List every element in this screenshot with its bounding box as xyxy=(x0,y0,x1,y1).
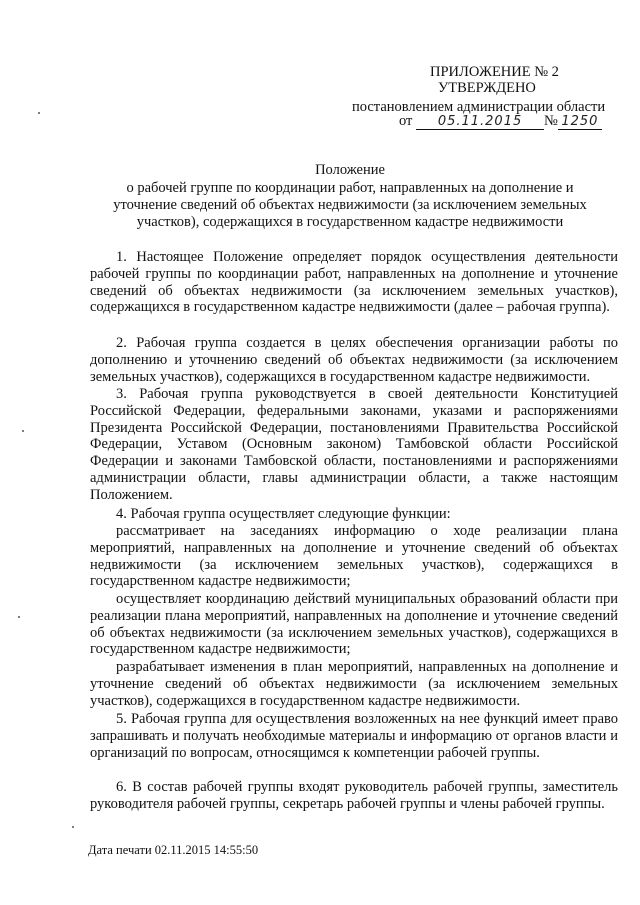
paragraph-6: 6. В состав рабочей группы входят руководитель рабочей группы, заместитель руководителя рабочей группы, секретарь рабочей группы и члены рабочей группы. xyxy=(90,779,618,812)
scan-speck xyxy=(38,112,40,114)
paragraph-2: 2. Рабочая группа создается в целях обеспечения организации работы по дополнению и уточнению сведений об объектах недвижимости (за исключением земельных участков), содержащихся в государственном кадастре недвижимости. xyxy=(90,335,618,385)
scan-speck xyxy=(18,616,20,618)
decree-number-handwritten: 1250 xyxy=(561,114,599,129)
function-item-2: осуществляет координацию действий муниципальных образований области при реализации плана мероприятий, направленных на дополнение и уточнение сведений об объектах недвижимости (за исключением земельных участков), содержащихся в государственном кадастре недвижимости; xyxy=(90,591,618,658)
scan-speck xyxy=(22,430,24,432)
approved-heading: УТВЕРЖДЕНО xyxy=(438,80,536,96)
decree-date-field xyxy=(416,114,544,130)
decree-line: постановлением администрации области xyxy=(352,99,606,115)
document-subtitle-line-2: уточнение сведений об объектах недвижимости (за исключением земельных xyxy=(113,197,587,213)
appendix-heading: ПРИЛОЖЕНИЕ № 2 xyxy=(430,64,559,80)
decree-date-handwritten: 05.11.2015 xyxy=(437,114,523,129)
function-item-1: рассматривает на заседаниях информацию о ходе реализации плана мероприятий, направленных на дополнение и уточнение сведений об объектах недвижимости (за исключением земельных участков), содержащихся в государственном кадастре недвижимости; xyxy=(90,523,618,590)
paragraph-4: 4. Рабочая группа осуществляет следующие функции: xyxy=(116,506,451,522)
document-subtitle-line-1: о рабочей группе по координации работ, направленных на дополнение и xyxy=(126,180,574,196)
function-item-3: разрабатывает изменения в план мероприятий, направленных на дополнение и уточнение сведений об объектах недвижимости (за исключением земельных участков), содержащихся в государственном кадастре недвижимости. xyxy=(90,659,618,709)
paragraph-5: 5. Рабочая группа для осуществления возложенных на нее функций имеет право запрашивать и получать необходимые материалы и информацию от органов власти и организаций по вопросам, относящимся к компетенции рабочей группы. xyxy=(90,711,618,761)
document-subtitle-line-3: участков), содержащихся в государственном кадастре недвижимости xyxy=(136,214,564,230)
paragraph-1: 1. Настоящее Положение определяет порядок осуществления деятельности рабочей группы по координации работ, направленных на дополнение и уточнение сведений об объектах недвижимости (за исключением земельных участков), содержащихся в государственном кадастре недвижимости (далее – рабочая группа). xyxy=(90,249,618,316)
scan-speck xyxy=(72,826,74,828)
decree-date-line xyxy=(399,113,602,130)
document-title: Положение xyxy=(315,162,385,178)
number-prefix: № xyxy=(544,113,558,129)
print-date: Дата печати 02.11.2015 14:55:50 xyxy=(88,843,259,857)
date-prefix: от xyxy=(399,113,413,129)
paragraph-3: 3. Рабочая группа руководствуется в своей деятельности Конституцией Российской Федерации, федеральными законами, указами и распоряжениями Президента Российской Федерации, постановлениями Правительства Российской Федерации, Уставом (Основным законом) Тамбовской области Российской Федерации и законами Тамбовской области, постановлениями и распоряжениями администрации области, главы администрации области, а также настоящим Положением. xyxy=(90,386,618,503)
decree-number-field xyxy=(558,114,602,130)
